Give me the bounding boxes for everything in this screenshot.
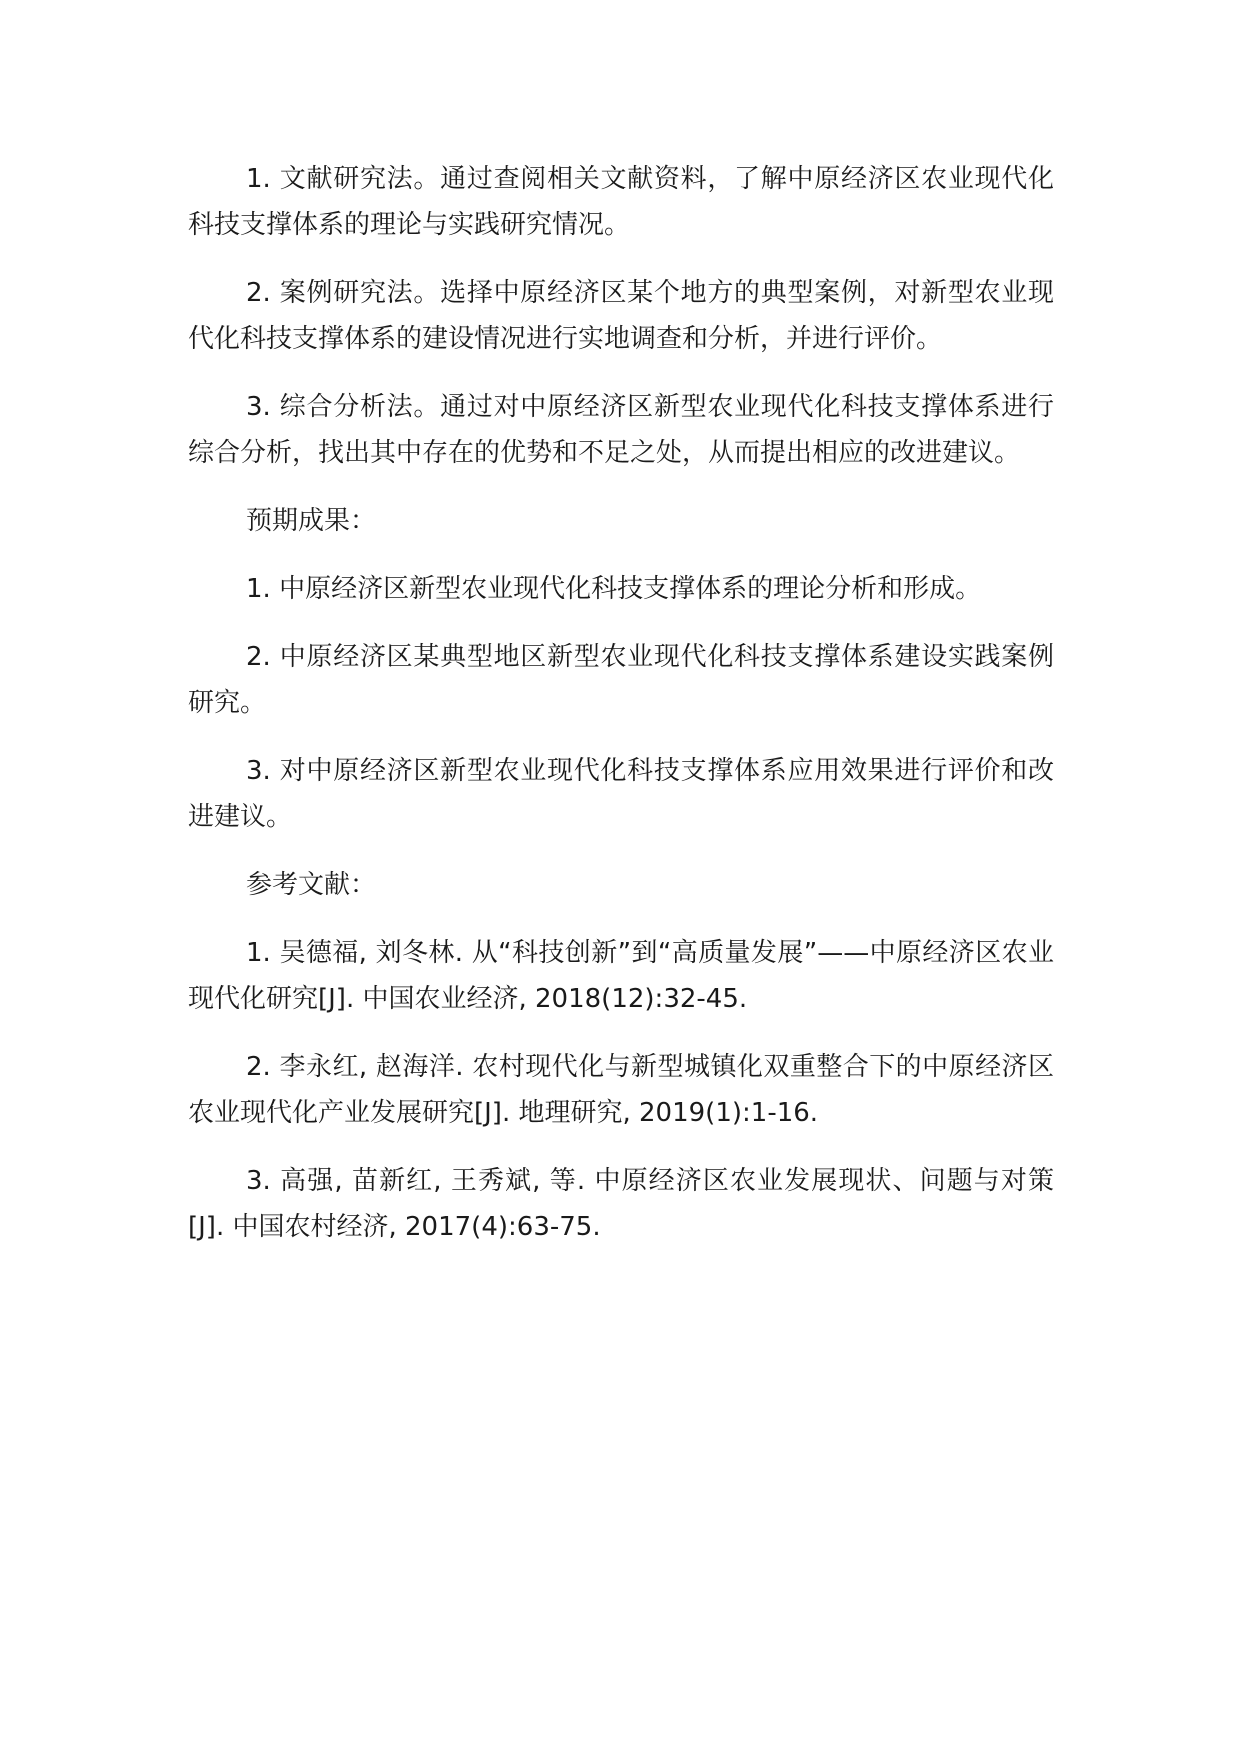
references-heading: 参考文献： — [246, 870, 377, 900]
document-body — [188, 156, 1054, 1272]
method-paragraph-1: 1. 文献研究法。通过查阅相关文献资料，了解中原经济区农业现代化科技支撑体系的理论与实践研究情况。 — [188, 164, 1054, 240]
method-paragraph-2: 2. 案例研究法。选择中原经济区某个地方的典型案例，对新型农业现代化科技支撑体系的建设情况进行实地调查和分析，并进行评价。 — [188, 278, 1054, 354]
outcomes-heading: 预期成果： — [246, 506, 377, 536]
outcome-paragraph-2: 2. 中原经济区某典型地区新型农业现代化科技支撑体系建设实践案例研究。 — [188, 642, 1054, 718]
outcome-paragraph-1: 1. 中原经济区新型农业现代化科技支撑体系的理论分析和形成。 — [246, 574, 982, 604]
method-paragraph-3: 3. 综合分析法。通过对中原经济区新型农业现代化科技支撑体系进行综合分析，找出其中存在的优势和不足之处，从而提出相应的改进建议。 — [188, 392, 1054, 468]
outcome-paragraph-3: 3. 对中原经济区新型农业现代化科技支撑体系应用效果进行评价和改进建议。 — [188, 756, 1054, 832]
reference-entry-1: 1. 吴德福, 刘冬林. 从“科技创新”到“高质量发展”——中原经济区农业现代化研究[J]. 中国农业经济, 2018(12):32-45. — [188, 938, 1054, 1014]
reference-entry-3: 3. 高强, 苗新红, 王秀斌, 等. 中原经济区农业发展现状、问题与对策[J]. 中国农村经济, 2017(4):63-75. — [188, 1166, 1054, 1242]
reference-entry-2: 2. 李永红, 赵海洋. 农村现代化与新型城镇化双重整合下的中原经济区农业现代化产业发展研究[J]. 地理研究, 2019(1):1-16. — [188, 1052, 1054, 1128]
